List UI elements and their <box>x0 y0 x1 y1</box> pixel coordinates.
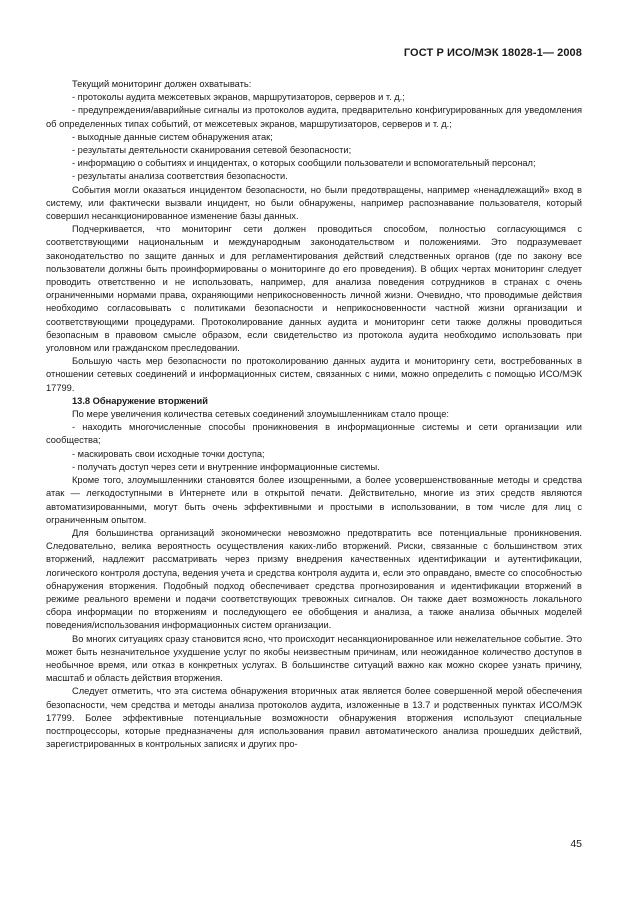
list-item-attack-detection-output: - выходные данные систем обнаружения атак; <box>72 131 273 142</box>
paragraph-iso-17799: Большую часть мер безопасности по протоколированию данных аудита и мониторингу сети, востребованных в отношении сетевых соединений и информационных систем, связанных с ними, можно определить с помощью ИСО/МЭК 17799. <box>46 356 582 393</box>
page-number: 45 <box>570 838 582 850</box>
paragraph-events: События могли оказаться инцидентом безопасности, но были предотвращены, например «ненадлежащий» вход в систему, или фактически вызвали инцидент, но были обнаружены, например распознавание пользователя, который совершил несанкционированное изменение базы данных. <box>46 184 582 222</box>
list-item-mask-origin: - маскировать свои исходные точки доступа; <box>72 448 265 459</box>
list-item-network-scan-results: - результаты деятельности сканирования сетевой безопасности; <box>72 145 352 156</box>
paragraph-monitoring-intro: Текущий мониторинг должен охватывать: <box>72 79 252 89</box>
list-item-compliance-results: - результаты анализа соответствия безопасности. <box>72 171 288 182</box>
list-item-alerts: - предупреждения/аварийные сигналы из протоколов аудита, предварительно конфигурированных для уведомления об определенных типах событий, от межсетевых экранов, маршрутизаторов, серверов и т. д.; <box>46 105 582 129</box>
paragraph-sophistication: Кроме того, злоумышленники становятся более изощренными, а более усовершенствованные методы и средства атак — легкодоступными в Интернете или в открытой печати. Действительно, многие из этих средств являются автоматизированными, могут быть очень эффективными и простыми в использовании, в том числе для лиц с ограниченным опытом. <box>46 475 582 525</box>
paragraph-legal-compliance: Подчеркивается, что мониторинг сети должен проводиться способом, полностью согласующимся с соответствующими национальным и международным законодательством и положениями. Это подразумевает законодательство по защите данных и для регламентирования действий следственных органов (где по закону все пользователи должны быть проинформированы о мониторинге до его проведения). В общих чертах мониторинг следует проводить ответственно и не использовать, например, для анализа поведения сотрудников в странах с очень ограниченными нормами права, охраняющими неприкосновенность личной жизни. Очевидно, что проводимые действия необходимо согласовывать с политиками безопасности и неприкосновенности частной жизни организации и соответствующими процедурами. Протоколирование данных аудита и мониторинг сети также должны проводиться безопасным в правовом смысле образом, если свидетельство из протокола аудита необходимо использовать при уголовном или гражданском преследовании. <box>46 224 582 354</box>
paragraph-situations: Во многих ситуациях сразу становится ясно, что происходит несанкционированное или нежелательное событие. Это может быть незначительное ухудшение услуг по якобы неизвестным причинам, или неожиданное количество доступов в необычное время, или отказ в конкретных услугах. В большинстве ситуаций важно как можно скорее узнать причину, масштаб и область действия вторжения. <box>46 633 582 684</box>
document-body <box>46 78 582 751</box>
list-item-audit-logs: - протоколы аудита межсетевых экранов, маршрутизаторов, серверов и т. д.; <box>72 92 405 103</box>
paragraph-economics: Для большинства организаций экономически невозможно предотвратить все потенциальные проникновения. Следовательно, велика вероятность осуществления каких-либо вторжений. Риски, связанные с большинством этих вторжений, надлежит рассматривать через призму внедрения качественных идентификации и аутентификации, логического контроля доступа, ведения учета и средства контроля аудита и, если это оправдано, вместе со способностью обнаружения вторжения. Подобный подход обеспечивает средства прогнозирования и идентификации вторжений в режиме реального времени и подачи соответствующих тревожных сигналов. Он также дает возможность локального сбора информации по вторжениям и последующего ее обобщения и анализа, а также анализа обычных моделей поведения/использования информационных систем организации. <box>46 527 582 631</box>
list-item-user-reports: - информацию о событиях и инцидентах, о которых сообщили пользователи и вспомогательный персонал; <box>72 158 536 169</box>
list-item-find-ways: - находить многочисленные способы проникновения в информационные системы и сети организации или сообщества; <box>46 422 582 446</box>
paragraph-secondary-attacks: Следует отметить, что эта система обнаружения вторичных атак является более совершенной мерой обеспечения безопасности, чем средства и методы анализа протоколов аудита, изложенные в 13.7 и родственных пунктах ИСО/МЭК 17799. Более эффективные потенциальные возможности обнаружения вторжения используют специальные постпроцессоры, которые предназначены для использования правил автоматического анализа прошедших действий, зарегистрированных в контрольных записях и других про- <box>46 686 582 750</box>
list-item-gain-access: - получать доступ через сети и внутренние информационные системы. <box>72 461 380 472</box>
section-heading-13-8: 13.8 Обнаружение вторжений <box>72 395 208 406</box>
paragraph-intrusion-intro: По мере увеличения количества сетевых соединений злоумышленникам стало проще: <box>72 409 449 420</box>
page-header-standard-id: ГОСТ Р ИСО/МЭК 18028-1— 2008 <box>403 47 582 59</box>
